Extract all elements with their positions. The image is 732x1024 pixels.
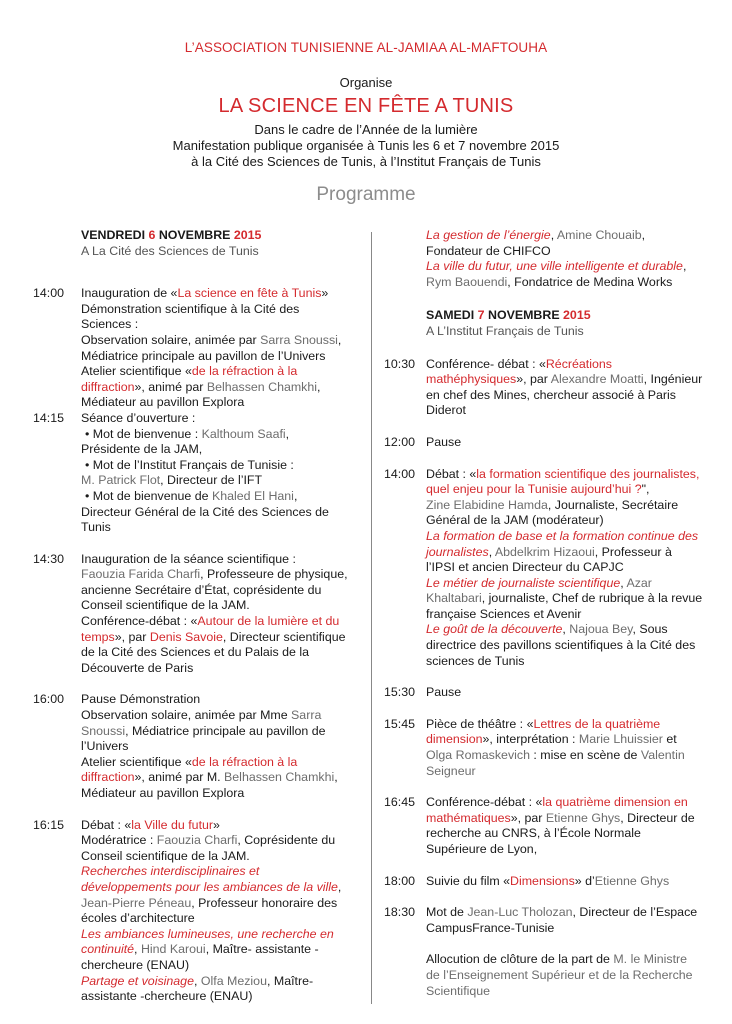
text: , Directeur de recherche au CNRS, à l’École Normale Supérieure de Lyon, [426, 810, 695, 856]
text: , [682, 259, 687, 274]
event-title: LA SCIENCE EN FÊTE A TUNIS [218, 95, 514, 117]
text: , Maître- assistante -chercheure (ENAU) [81, 973, 314, 1004]
organise-label: Organise [339, 75, 393, 90]
talk-title: Partage et voisinage [81, 973, 194, 988]
entry-body: Pause [426, 434, 462, 449]
entry-time: 14:15 [33, 410, 65, 425]
text: » [213, 817, 220, 832]
year: 2015 [233, 228, 262, 242]
association-name: L’ASSOCIATION TUNISIENNE AL-JAMIAA AL-MAFTOUHA [184, 40, 548, 55]
person-name: Valentin Seigneur [426, 748, 685, 778]
entry-time: 10:30 [384, 356, 416, 371]
subtitle-block [0, 122, 732, 170]
text: », par [510, 810, 546, 825]
text: , Professeur honoraire des écoles d’architecture [81, 895, 338, 926]
month-name: NOVEMBRE [155, 228, 234, 242]
text: ", [641, 482, 650, 497]
text: , [285, 426, 290, 441]
day-heading [384, 308, 704, 324]
program-entry [384, 874, 704, 890]
entry-time: 16:45 [384, 795, 416, 810]
text: Présidente de la JAM, [81, 442, 203, 457]
text: , [620, 575, 627, 590]
highlight: Lettres de la quatrième dimension [426, 716, 661, 747]
text: Médiatrice principale au pavillon de l’Univers [81, 348, 326, 363]
talk-title: La ville du futur, une ville intelligente et durable [426, 259, 683, 274]
text: Allocution de clôture de la part de [426, 952, 614, 967]
entry-time: 14:30 [33, 551, 65, 566]
text: Suivie du film « [426, 873, 511, 888]
program-entry [33, 411, 353, 536]
talk-title: Le métier de journaliste scientifique [426, 575, 621, 590]
text: Pause Démonstration [81, 692, 201, 707]
subtitle-line: Manifestation publique organisée à Tunis les 6 et 7 novembre 2015 [172, 138, 560, 153]
text: , Fondatrice de Medina Works [507, 274, 673, 289]
entry-time: 15:30 [384, 685, 416, 700]
text: , [293, 488, 298, 503]
entry-body [81, 692, 353, 801]
text: , Professeur à l’IPSI et ancien Directeur du CAPJC [426, 544, 672, 575]
entry-time: 18:30 [384, 905, 416, 920]
text: », animé par [134, 379, 207, 394]
programme-heading: Programme [316, 184, 416, 205]
person-name: Amine Chouaib [556, 228, 642, 242]
continued-entry [384, 228, 704, 290]
text: , Sous directrice des pavillons scientifiques à la Cité des sciences de Tunis [426, 622, 696, 668]
text: , [337, 879, 342, 894]
text: , Fondateur de CHIFCO [426, 228, 646, 258]
person-name: Jean-Luc Tholozan [467, 905, 573, 920]
text: , [317, 379, 321, 394]
entry-body [426, 795, 704, 857]
text: • Mot de bienvenue de [85, 488, 212, 503]
entry-time: 14:00 [384, 466, 416, 481]
text: et [662, 732, 677, 747]
text: , Médiatrice principale au pavillon de l’Univers [81, 723, 326, 754]
entry-body [426, 717, 704, 779]
text: , [193, 973, 201, 988]
entry-time: 16:15 [33, 817, 65, 832]
document-header [0, 40, 732, 206]
day-number: 7 [477, 308, 485, 323]
person-name: Rym Baouendi [426, 274, 508, 289]
entry-time: 16:00 [33, 692, 65, 707]
text: , Médiateur au pavillon Explora [81, 770, 338, 800]
person-name: Sarra Snoussi [260, 332, 338, 347]
talk-title: Recherches interdisciplinaires et développements pour les ambiances de la ville [81, 864, 338, 894]
person-name: Zine Elabidine Hamda [426, 497, 548, 512]
person-name: Khaled El Hani [211, 488, 294, 503]
talk-title: Les ambiances lumineuses, une recherche en continuité [81, 926, 334, 957]
person-name: Azar Khaltabari [426, 575, 652, 606]
program-entry [33, 286, 353, 411]
person-name: Kalthoum Saafi [201, 426, 286, 441]
program-entry [384, 905, 704, 999]
program-entry [384, 435, 704, 451]
text: », par [516, 372, 551, 387]
day-heading [33, 228, 353, 244]
entry-body [426, 357, 704, 419]
day-name: VENDREDI [81, 228, 149, 242]
text: : mise en scène de [529, 748, 641, 763]
text: Directeur Général de la Cité des Sciences de Tunis [81, 504, 329, 535]
left-column [33, 228, 353, 1005]
text: , Directeur de l’IFT [160, 473, 263, 488]
subtitle-line: Dans le cadre de l’Année de la lumière [254, 122, 478, 137]
text: Conférence- débat : « [426, 356, 546, 371]
person-name: Etienne Ghys [545, 810, 621, 825]
highlight: de la réfraction à la diffraction [81, 754, 298, 785]
entry-body [426, 905, 704, 999]
entry-body: Pause [426, 685, 462, 700]
text: », par [114, 629, 150, 644]
text: , Ingénieur en chef des Mines, chercheur associé à Paris Diderot [426, 372, 703, 418]
text: Inauguration de la séance scientifique : [81, 551, 296, 566]
year: 2015 [563, 308, 591, 323]
person-name: Faouzia Farida Charfi [81, 567, 201, 582]
text: , Maître- assistante -chercheure (ENAU) [81, 942, 319, 972]
person-name: Belhassen Chamkhi [206, 379, 318, 394]
text: , [134, 942, 141, 957]
program-entry [384, 685, 704, 701]
person-name: Faouzia Charfi [156, 833, 238, 848]
highlight: La science en fête à Tunis [177, 286, 322, 301]
day-number: 6 [148, 228, 156, 242]
highlight: la formation scientifique des journalistes, quel enjeu pour la Tunisie aujourd’hui ? [426, 466, 700, 497]
day-name: SAMEDI [426, 308, 478, 323]
person-name: Etienne Ghys [594, 873, 670, 888]
text: , Professeure de physique, ancienne Secrétaire d’État, coprésidente du Conseil scientifique de la JAM. [81, 567, 348, 613]
text: , journaliste, Chef de rubrique à la revue française Sciences et Avenir [426, 591, 703, 621]
text: Atelier scientifique « [81, 364, 192, 379]
person-name: Jean-Pierre Péneau [81, 895, 192, 910]
text: » [321, 286, 329, 301]
person-name: Abdelkrim Hizaoui [494, 544, 595, 559]
entry-body [81, 552, 353, 677]
text: , Directeur de l’Espace CampusFrance-Tunisie [426, 905, 698, 935]
month-name: NOVEMBRE [484, 308, 564, 323]
highlight: la Ville du futur [131, 817, 214, 832]
person-name: Alexandre Moatti [550, 372, 644, 387]
text: Conférence-débat : « [426, 795, 543, 810]
person-name: Olga Romaskevich [426, 748, 530, 763]
text: Observation solaire, animée par [81, 332, 261, 347]
text: Débat : « [81, 817, 132, 832]
person-name: Denis Savoie [149, 629, 223, 644]
text: , [337, 332, 342, 347]
highlight: la quatrième dimension en mathématiques [426, 795, 688, 825]
text: • Mot de l’Institut Français de Tunisie : [85, 457, 294, 472]
text: Conférence-débat : « [81, 614, 198, 629]
text: Débat : « [426, 466, 477, 481]
text: , [562, 622, 570, 637]
person-name: Marie Lhuissier [578, 732, 663, 747]
text: », animé par M. [134, 770, 225, 785]
person-name: Olfa Meziou [200, 973, 267, 988]
text: Pièce de théâtre : « [426, 716, 534, 731]
text: , Coprésidente du Conseil scientifique de la JAM. [81, 833, 336, 863]
entry-body [81, 286, 353, 411]
text: Atelier scientifique « [81, 754, 192, 769]
entry-body [426, 874, 704, 890]
entry-body [426, 467, 704, 670]
person-name: Hind Karoui [140, 942, 206, 957]
entry-time: 12:00 [384, 434, 416, 449]
day-location: A La Cité des Sciences de Tunis [81, 243, 259, 258]
text: », interprétation : [482, 732, 579, 747]
column-divider [371, 232, 372, 1004]
text: , Directeur scientifique de la Cité des Sciences et du Palais de la Découverte de Paris [81, 629, 346, 675]
program-entry [33, 818, 353, 1005]
entry-body [81, 818, 353, 1005]
talk-title: Le goût de la découverte [426, 622, 563, 637]
talk-title: La formation de base et la formation continue des journalistes [426, 528, 699, 559]
highlight: de la réfraction à la diffraction [81, 364, 298, 394]
person-name: M. Patrick Flot [81, 473, 161, 488]
right-column [384, 228, 704, 999]
subtitle-line: à la Cité des Sciences de Tunis, à l’Institut Français de Tunis [191, 154, 541, 169]
talk-title: La gestion de l’énergie [426, 228, 551, 242]
entry-time: 18:00 [384, 873, 416, 888]
text: Mot de [426, 905, 468, 920]
entry-time: 14:00 [33, 286, 65, 301]
text: , [488, 544, 495, 559]
program-entry [384, 467, 704, 670]
text: Modératrice : [81, 833, 157, 848]
highlight: Récréations mathéphysiques [426, 356, 612, 387]
text: » d’ [574, 873, 595, 888]
text: • Mot de bienvenue : [85, 426, 202, 441]
text: Séance d’ouverture : [81, 410, 196, 425]
program-entry [384, 357, 704, 419]
entry-time: 15:45 [384, 716, 416, 731]
entry-body [81, 411, 353, 536]
day-location: A L’Institut Français de Tunis [426, 323, 584, 338]
text: Inauguration de « [81, 286, 178, 301]
program-entry [33, 692, 353, 801]
highlight: Dimensions [510, 873, 575, 888]
text: , [550, 228, 557, 242]
program-entry [384, 795, 704, 857]
person-name: Sarra Snoussi [81, 708, 322, 738]
text: , Journaliste, Secrétaire Général de la JAM (modérateur) [426, 497, 679, 528]
highlight: Autour de la lumière et du temps [81, 614, 340, 644]
text: Démonstration scientifique à la Cité des Sciences : [81, 301, 300, 332]
text: Médiateur au pavillon Explora [81, 395, 245, 410]
program-entry [33, 552, 353, 677]
text: Observation solaire, animée par Mme [81, 708, 292, 723]
person-name: Najoua Bey [569, 622, 633, 637]
program-entry [384, 717, 704, 779]
person-name: M. le Ministre de l’Enseignement Supérieur et de la Recherche Scientifique [426, 952, 693, 998]
person-name: Belhassen Chamkhi [224, 770, 335, 785]
